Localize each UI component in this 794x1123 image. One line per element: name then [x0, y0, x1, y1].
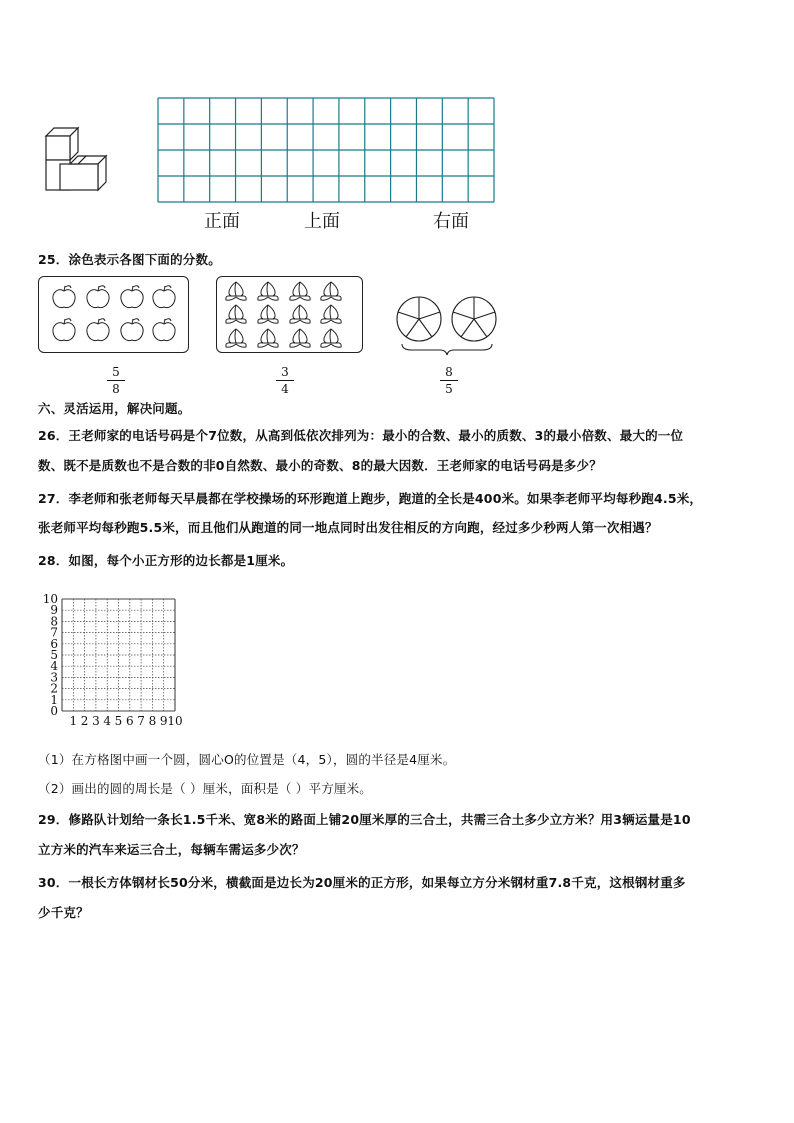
peach-icon: [258, 329, 278, 347]
fraction-3-4: 3 4: [270, 366, 300, 395]
q30-line1: 30．一根长方体钢材长50分米，横截面是边长为20厘米的正方形，如果每立方分米钢材重7.8千克，这根钢材重多: [38, 875, 686, 890]
front-view-label: 正面: [204, 211, 240, 232]
x-tick-label: 2: [80, 714, 89, 727]
circle-divided-icon: [452, 297, 496, 341]
q30-line2: 少千克？: [38, 905, 89, 920]
y-tick-label: 6: [50, 636, 58, 651]
circles-figure: [392, 292, 502, 358]
y-tick-label: 1: [50, 692, 58, 707]
apple-icon: [53, 319, 75, 341]
x-tick-label: 9: [159, 714, 168, 727]
x-tick-label: 3: [92, 714, 100, 727]
q29-line2: 立方米的汽车来运三合土，每辆车需运多少次？: [38, 842, 305, 857]
peach-icon: [290, 329, 310, 347]
q28-sub2: （2）画出的圆的周长是（ ）厘米，面积是（ ）平方厘米。: [38, 781, 373, 796]
apple-icon: [153, 319, 175, 341]
coordinate-grid: [36, 585, 196, 727]
apple-icon: [53, 286, 75, 308]
y-tick-label: 8: [50, 614, 58, 629]
apple-icon: [121, 319, 143, 341]
brace-icon: [402, 344, 492, 355]
top-view-label: 上面: [304, 211, 340, 232]
peach-icon: [321, 305, 341, 323]
cube-stack-figure: [38, 126, 112, 196]
fraction-5-8: 5 8: [101, 366, 131, 395]
apple-icon: [153, 286, 175, 308]
q25-text: 25．涂色表示各图下面的分数。: [38, 252, 221, 267]
q29-line1: 29．修路队计划给一条长1.5千米、宽8米的路面上铺20厘米厚的三合土，共需三合土多少立方米？用3辆运量是10: [38, 812, 691, 827]
x-tick-label: 10: [167, 714, 183, 727]
peach-icon: [226, 282, 246, 300]
peach-icon: [321, 282, 341, 300]
y-tick-label: 10: [42, 592, 58, 606]
q26-line2: 数、既不是质数也不是合数的非0自然数、最小的奇数、8的最大因数．王老师家的电话号码是多少？: [38, 458, 602, 473]
x-tick-label: 1: [69, 714, 78, 727]
apple-group: [38, 276, 189, 353]
y-tick-label: 7: [50, 625, 58, 640]
x-tick-label: 7: [137, 714, 145, 727]
y-tick-label: 3: [50, 670, 58, 685]
peach-icon: [321, 329, 341, 347]
peach-icon: [258, 305, 278, 323]
y-tick-label: 0: [50, 704, 58, 718]
peach-icon: [226, 305, 246, 323]
peach-icon: [290, 282, 310, 300]
q28-text: 28．如图，每个小正方形的边长都是1厘米。: [38, 553, 294, 568]
q27-line2: 张老师平均每秒跑5.5米，而且他们从跑道的同一地点同时出发往相反的方向跑，经过多少秒两人第一次相遇？: [38, 520, 658, 535]
section-heading: 六、灵活运用，解决问题。: [38, 401, 191, 416]
view-grid: [157, 97, 497, 205]
q28-sub1: （1）在方格图中画一个圆，圆心O的位置是（4，5），圆的半径是4厘米。: [38, 752, 456, 767]
peach-icon: [258, 282, 278, 300]
x-tick-label: 5: [114, 714, 123, 727]
apple-icon: [87, 286, 109, 308]
x-tick-label: 8: [148, 714, 157, 727]
q26-line1: 26．王老师家的电话号码是个7位数，从高到低依次排列为：最小的合数、最小的质数、3的最小倍数、最大的一位: [38, 428, 684, 443]
y-tick-label: 4: [50, 659, 58, 674]
peach-icon: [290, 305, 310, 323]
peach-icon: [226, 329, 246, 347]
apple-icon: [121, 286, 143, 308]
y-tick-label: 9: [50, 603, 58, 618]
fraction-8-5: 8 5: [434, 366, 464, 395]
y-tick-label: 5: [50, 648, 58, 662]
x-tick-label: 6: [125, 714, 134, 727]
peach-group: [216, 276, 363, 353]
x-tick-label: 4: [103, 714, 112, 727]
right-view-label: 右面: [433, 211, 469, 232]
circle-divided-icon: [397, 297, 441, 341]
y-tick-label: 2: [50, 681, 58, 696]
apple-icon: [87, 319, 109, 341]
q27-line1: 27．李老师和张老师每天早晨都在学校操场的环形跑道上跑步，跑道的全长是400米。如果李老师平均每秒跑4.5米，: [38, 491, 703, 506]
